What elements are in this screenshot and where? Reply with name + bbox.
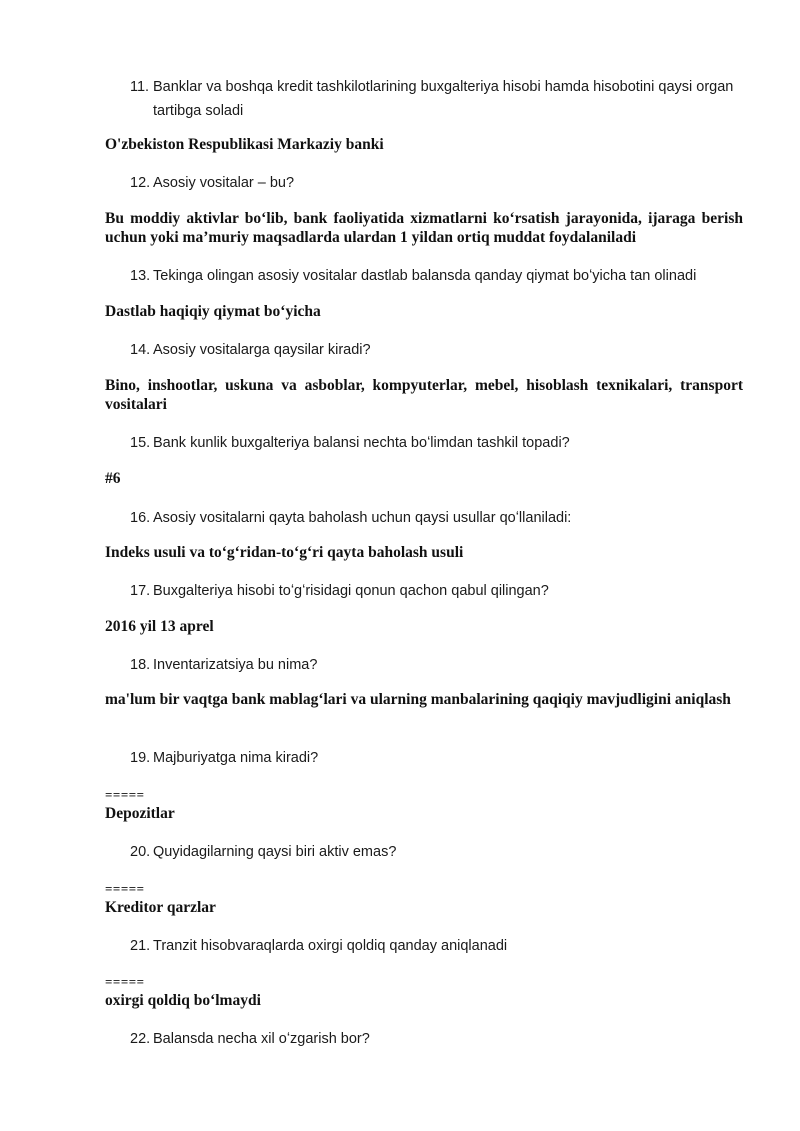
question-number: 18. <box>130 657 151 673</box>
question-item <box>130 653 750 677</box>
question-number: 14. <box>130 342 151 358</box>
answer-text: ma'lum bir vaqtga bank mablag‘lari va ularning manbalarining qaqiqiy mavjudligini aniqlash <box>105 691 731 708</box>
question-item <box>130 506 750 530</box>
question-item <box>130 338 750 362</box>
answer-text: O'zbekiston Respublikasi Markaziy banki <box>105 136 384 153</box>
question-text: Tranzit hisobvaraqlarda oxirgi qoldiq qanday aniqlanadi <box>153 938 508 954</box>
answer-text: Indeks usuli va to‘g‘ridan-to‘g‘ri qayta baholash usuli <box>105 544 464 561</box>
question-number: 15. <box>130 435 151 451</box>
question-number: 22. <box>130 1031 151 1047</box>
question-text: Majburiyatga nima kiradi? <box>153 750 319 766</box>
question-item <box>130 934 750 958</box>
question-number: 13. <box>130 268 151 284</box>
question-number: 11. <box>130 79 150 95</box>
question-item <box>130 431 750 455</box>
question-text: Banklar va boshqa kredit tashkilotlarining buxgalteriya hisobi hamda hisobotini qaysi organ tartibga soladi <box>153 79 734 119</box>
answer-separator: ===== <box>105 881 145 896</box>
question-text: Asosiy vositalarni qayta baholash uchun qaysi usullar qoʻllaniladi: <box>153 510 572 526</box>
question-text: Tekinga olingan asosiy vositalar dastlab balansda qanday qiymat boʻyicha tan olinadi <box>153 268 697 284</box>
question-text: Quyidagilarning qaysi biri aktiv emas? <box>153 844 397 860</box>
question-item <box>130 746 750 770</box>
answer-text: Depozitlar <box>105 805 175 822</box>
question-item <box>130 840 750 864</box>
question-number: 19. <box>130 750 151 766</box>
question-item <box>130 264 750 288</box>
answer-text: oxirgi qoldiq bo‘lmaydi <box>105 992 261 1009</box>
question-text: Asosiy vositalar – bu? <box>153 175 295 191</box>
question-text: Bank kunlik buxgalteriya balansi nechta boʻlimdan tashkil topadi? <box>153 435 570 451</box>
question-text: Inventarizatsiya bu nima? <box>153 657 318 673</box>
question-text: Asosiy vositalarga qaysilar kiradi? <box>153 342 371 358</box>
question-text: Buxgalteriya hisobi toʻgʻrisidagi qonun qachon qabul qilingan? <box>153 583 549 599</box>
question-item <box>130 579 750 603</box>
question-number: 17. <box>130 583 151 599</box>
question-number: 16. <box>130 510 151 526</box>
question-item <box>130 171 750 195</box>
answer-text: 2016 yil 13 aprel <box>105 618 214 635</box>
question-number: 21. <box>130 938 151 954</box>
answer-text: Bu moddiy aktivlar bo‘lib, bank faoliyatida xizmatlarni ko‘rsatish jarayonida, ijaraga berish uchun yoki ma’muriy maqsadlarda ulardan 1 yildan ortiq muddat foydalaniladi <box>105 210 743 246</box>
question-text: Balansda necha xil oʻzgarish bor? <box>153 1031 370 1047</box>
answer-separator: ===== <box>105 787 145 802</box>
answer-text: Dastlab haqiqiy qiymat bo‘yicha <box>105 303 321 320</box>
question-item <box>130 75 750 123</box>
answer-separator: ===== <box>105 974 145 989</box>
answer-text: Kreditor qarzlar <box>105 899 216 916</box>
answer-text: #6 <box>105 470 121 487</box>
question-number: 12. <box>130 175 151 191</box>
question-number: 20. <box>130 844 151 860</box>
answer-text: Bino, inshootlar, uskuna va asboblar, kompyuterlar, mebel, hisoblash texnikalari, transport vositalari <box>105 377 743 413</box>
question-item <box>130 1027 750 1051</box>
